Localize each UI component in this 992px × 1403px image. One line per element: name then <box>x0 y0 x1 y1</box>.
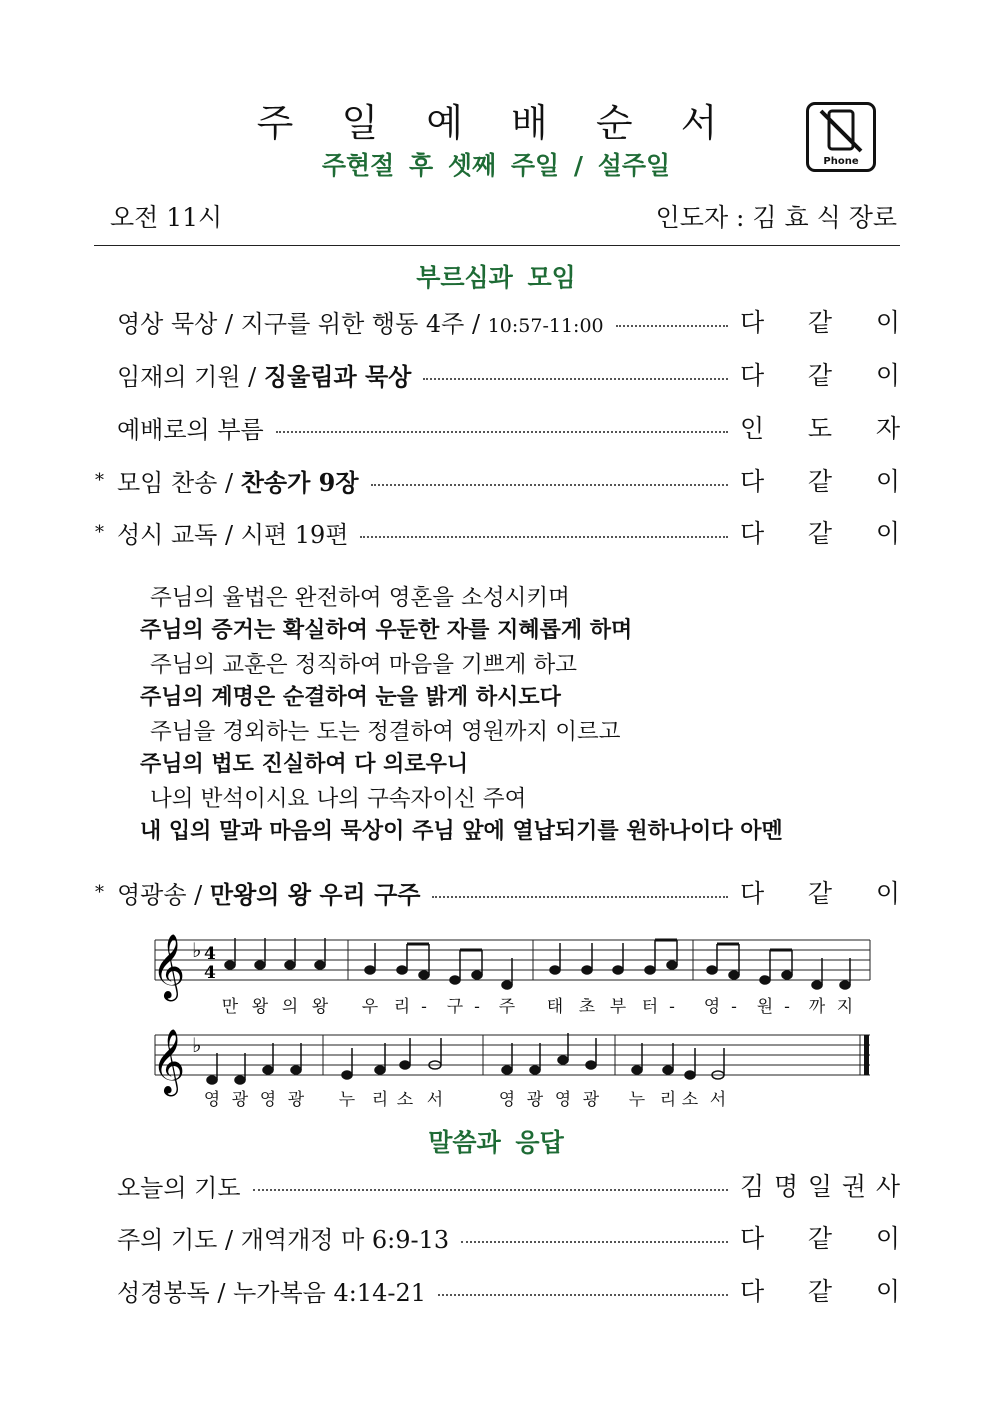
item-performer: 다 같 이 <box>740 1277 900 1306</box>
lyric-syllable: 만 <box>221 997 239 1017</box>
page-title: 주 일 예 배 순 서 <box>256 101 736 145</box>
order-item <box>95 1168 900 1202</box>
svg-text:𝄞: 𝄞 <box>152 934 186 999</box>
lyric-syllable: 의 <box>281 997 299 1017</box>
item-label: 성시 교독 / 시편 19편 <box>117 520 349 549</box>
item-performer: 다 같 이 <box>740 467 900 496</box>
item-performer: 다 같 이 <box>740 361 900 390</box>
lyric-syllable: - <box>731 997 737 1017</box>
psalm-line-leader: 주님의 교훈은 정직하여 마음을 기쁘게 하고 <box>150 652 577 678</box>
svg-text:♭: ♭ <box>192 938 202 962</box>
lyric-syllable: 우 <box>361 997 379 1017</box>
svg-text:𝄞: 𝄞 <box>152 1029 186 1094</box>
dot-leader <box>276 431 728 433</box>
section-heading-word: 말씀과 응답 <box>428 1128 564 1157</box>
lyric-syllable: 리 <box>659 1090 677 1110</box>
lyric-syllable: 영 <box>703 997 721 1017</box>
lyric-syllable: 누 <box>628 1090 646 1110</box>
item-label: 영광송 / <box>117 880 210 909</box>
order-item <box>95 357 900 391</box>
order-item <box>95 304 900 338</box>
order-item-gloria <box>95 875 900 909</box>
lyric-syllable: 까 <box>808 997 826 1017</box>
lyric-syllable: 지 <box>836 997 854 1017</box>
section-heading-calling: 부르심과 모임 <box>416 263 576 292</box>
item-performer: 다 같 이 <box>740 308 900 337</box>
lyric-syllable: - <box>669 997 675 1017</box>
dot-leader <box>616 325 728 327</box>
psalm-line-congregation: 주님의 법도 진실하여 다 의로우니 <box>140 752 469 777</box>
psalm-line-leader: 주님의 율법은 완전하여 영혼을 소성시키며 <box>150 585 570 611</box>
item-performer: 다 같 이 <box>740 879 900 908</box>
lyric-syllable: 영 <box>498 1090 516 1110</box>
psalm-line-congregation: 주님의 계명은 순결하여 눈을 밝게 하시도다 <box>140 685 561 710</box>
lyric-syllable: 영 <box>554 1090 572 1110</box>
item-label: 모임 찬송 / <box>117 468 241 497</box>
order-item <box>95 515 900 549</box>
dot-leader <box>253 1189 728 1191</box>
header-divider <box>94 245 900 246</box>
service-leader: 인도자 : 김 효 식 장로 <box>655 203 897 232</box>
lyric-syllable: 누 <box>338 1090 356 1110</box>
svg-text:4: 4 <box>204 944 216 964</box>
psalm-line-leader: 주님을 경외하는 도는 정결하여 영원까지 이르고 <box>150 719 621 745</box>
lyric-syllable: 광 <box>287 1090 305 1110</box>
lyric-syllable: 구 <box>446 997 464 1017</box>
standing-mark: * <box>95 469 104 491</box>
item-label: 오늘의 기도 <box>117 1173 241 1202</box>
item-label: 성경봉독 / 누가복음 4:14-21 <box>117 1278 426 1307</box>
dot-leader <box>423 378 728 380</box>
page-subtitle: 주현절 후 셋째 주일 / 설주일 <box>321 151 671 180</box>
item-performer: 다 같 이 <box>740 519 900 548</box>
standing-mark: * <box>95 881 104 903</box>
item-label: 예배로의 부름 <box>117 415 264 444</box>
item-label-bold: 만왕의 왕 우리 구주 <box>209 879 421 909</box>
lyric-syllable: - <box>784 997 790 1017</box>
no-phone-icon <box>806 102 876 172</box>
item-label-bold: 징울림과 묵상 <box>263 361 412 391</box>
dot-leader <box>432 896 728 898</box>
svg-text:♭: ♭ <box>192 1033 202 1057</box>
lyric-syllable: 왕 <box>311 997 329 1017</box>
dot-leader <box>438 1294 728 1296</box>
lyric-syllable: 서 <box>709 1090 727 1110</box>
item-label: 주의 기도 / 개역개정 마 6:9-13 <box>117 1225 450 1254</box>
lyric-syllable: 소 <box>396 1090 414 1110</box>
lyric-syllable: 서 <box>426 1090 444 1110</box>
dot-leader <box>371 484 728 486</box>
phone-icon-label: Phone <box>823 156 859 167</box>
item-time: 10:57-11:00 <box>487 314 604 337</box>
dot-leader <box>461 1241 728 1243</box>
psalm-line-leader: 나의 반석이시요 나의 구속자이신 주여 <box>150 786 527 812</box>
psalm-line-congregation: 내 입의 말과 마음의 묵상이 주님 앞에 열납되기를 원하나이다 아멘 <box>140 819 783 844</box>
lyric-syllable: 광 <box>231 1090 249 1110</box>
service-time: 오전 11시 <box>110 203 223 232</box>
lyric-syllable: - <box>421 997 427 1017</box>
lyric-syllable: 소 <box>681 1090 699 1110</box>
item-label: 임재의 기원 / <box>117 362 264 391</box>
gloria-music-score <box>150 930 880 1115</box>
lyric-syllable: 초 <box>578 997 596 1017</box>
item-performer: 다 같 이 <box>740 1224 900 1253</box>
order-item <box>95 410 900 444</box>
lyric-syllable: 리 <box>371 1090 389 1110</box>
lyric-syllable: 왕 <box>251 997 269 1017</box>
lyric-syllable: - <box>474 997 480 1017</box>
svg-text:4: 4 <box>204 963 216 983</box>
lyric-syllable: 터 <box>641 997 659 1017</box>
order-item <box>95 463 900 497</box>
lyric-syllable: 원 <box>756 997 774 1017</box>
item-performer: 인 도 자 <box>740 414 900 443</box>
order-item <box>95 1273 900 1307</box>
lyric-syllable: 영 <box>259 1090 277 1110</box>
lyric-syllable: 부 <box>609 997 627 1017</box>
lyric-syllable: 태 <box>546 997 564 1017</box>
dot-leader <box>360 536 728 538</box>
standing-mark: * <box>95 521 104 543</box>
lyric-syllable: 리 <box>393 997 411 1017</box>
item-label-bold: 찬송가 9장 <box>240 467 359 497</box>
item-label: 영상 묵상 / 지구를 위한 행동 4주 / <box>117 309 488 338</box>
psalm-line-congregation: 주님의 증거는 확실하여 우둔한 자를 지혜롭게 하며 <box>140 618 633 643</box>
lyric-syllable: 광 <box>526 1090 544 1110</box>
lyric-syllable: 광 <box>582 1090 600 1110</box>
order-item <box>95 1220 900 1254</box>
lyric-syllable: 주 <box>498 997 516 1017</box>
item-performer: 김 명 일 권 사 <box>740 1172 900 1201</box>
lyric-syllable: 영 <box>203 1090 221 1110</box>
